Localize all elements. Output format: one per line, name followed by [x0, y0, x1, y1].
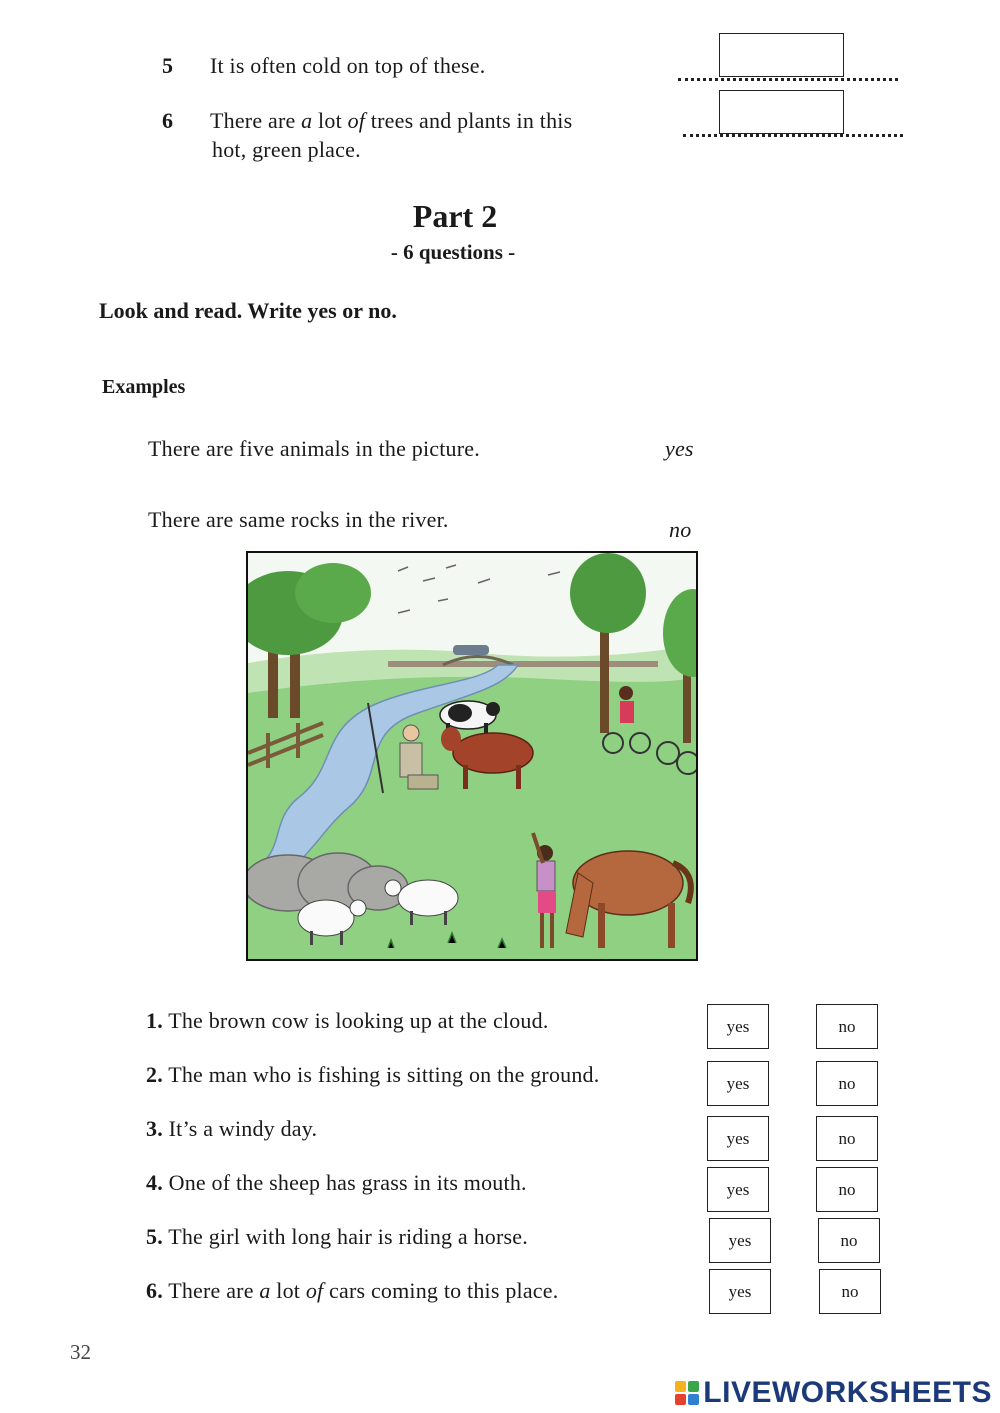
example-2-answer: no [669, 517, 692, 542]
part1-answer-line-5 [678, 78, 898, 81]
question-4: 4. One of the sheep has grass in its mouth. [146, 1170, 527, 1195]
part1-answer-box-5[interactable] [719, 33, 844, 77]
liveworksheets-logo[interactable] [675, 1376, 992, 1410]
question-5: 5. The girl with long hair is riding a horse. [146, 1224, 528, 1249]
question-1-yes-button[interactable]: yes [707, 1004, 769, 1049]
question-2: 2. The man who is fishing is sitting on the ground. [146, 1062, 600, 1087]
part2-instruction: Look and read. Write yes or no. [99, 298, 397, 323]
question-3-yes-button[interactable]: yes [707, 1116, 769, 1161]
question-5-yes-button[interactable]: yes [709, 1218, 771, 1263]
part1-item-6-text: There are a lot of trees and plants in this [210, 108, 573, 133]
part2-subtitle: - 6 questions - [390, 240, 516, 264]
question-5-no-button[interactable]: no [818, 1218, 880, 1263]
question-2-yes-button[interactable]: yes [707, 1061, 769, 1106]
question-6: 6. There are a lot of cars coming to this place. [146, 1278, 559, 1303]
part1-item-6-number: 6 [162, 108, 174, 133]
part1-item-5-number: 5 [162, 53, 174, 78]
countryside-illustration [248, 553, 696, 959]
logo-square-1 [675, 1381, 686, 1392]
question-6-yes-button[interactable]: yes [709, 1269, 771, 1314]
question-3: 3. It’s a windy day. [146, 1116, 318, 1141]
question-6-no-button[interactable]: no [819, 1269, 881, 1314]
liveworksheets-wordmark: LIVEWORKSHEETS [703, 1376, 992, 1409]
example-1-text: There are five animals in the picture. [148, 436, 480, 461]
question-1-no-button[interactable]: no [816, 1004, 878, 1049]
logo-square-2 [688, 1381, 699, 1392]
liveworksheets-logo-icon [675, 1381, 699, 1405]
question-2-no-button[interactable]: no [816, 1061, 878, 1106]
question-1: 1. The brown cow is looking up at the cloud. [146, 1008, 549, 1033]
logo-square-4 [688, 1394, 699, 1405]
part1-answer-line-6 [683, 134, 903, 137]
part1-item-6-text-line2: hot, green place. [212, 137, 361, 162]
example-2-text: There are same rocks in the river. [148, 507, 449, 532]
part1-item-5-text: It is often cold on top of these. [210, 53, 486, 78]
logo-square-3 [675, 1394, 686, 1405]
examples-heading: Examples [102, 376, 186, 398]
question-4-yes-button[interactable]: yes [707, 1167, 769, 1212]
page-number: 32 [70, 1340, 91, 1364]
question-4-no-button[interactable]: no [816, 1167, 878, 1212]
question-3-no-button[interactable]: no [816, 1116, 878, 1161]
part2-title: Part 2 [412, 198, 498, 234]
part1-answer-box-6[interactable] [719, 90, 844, 134]
countryside-picture [246, 551, 698, 961]
example-1-answer: yes [665, 436, 694, 461]
